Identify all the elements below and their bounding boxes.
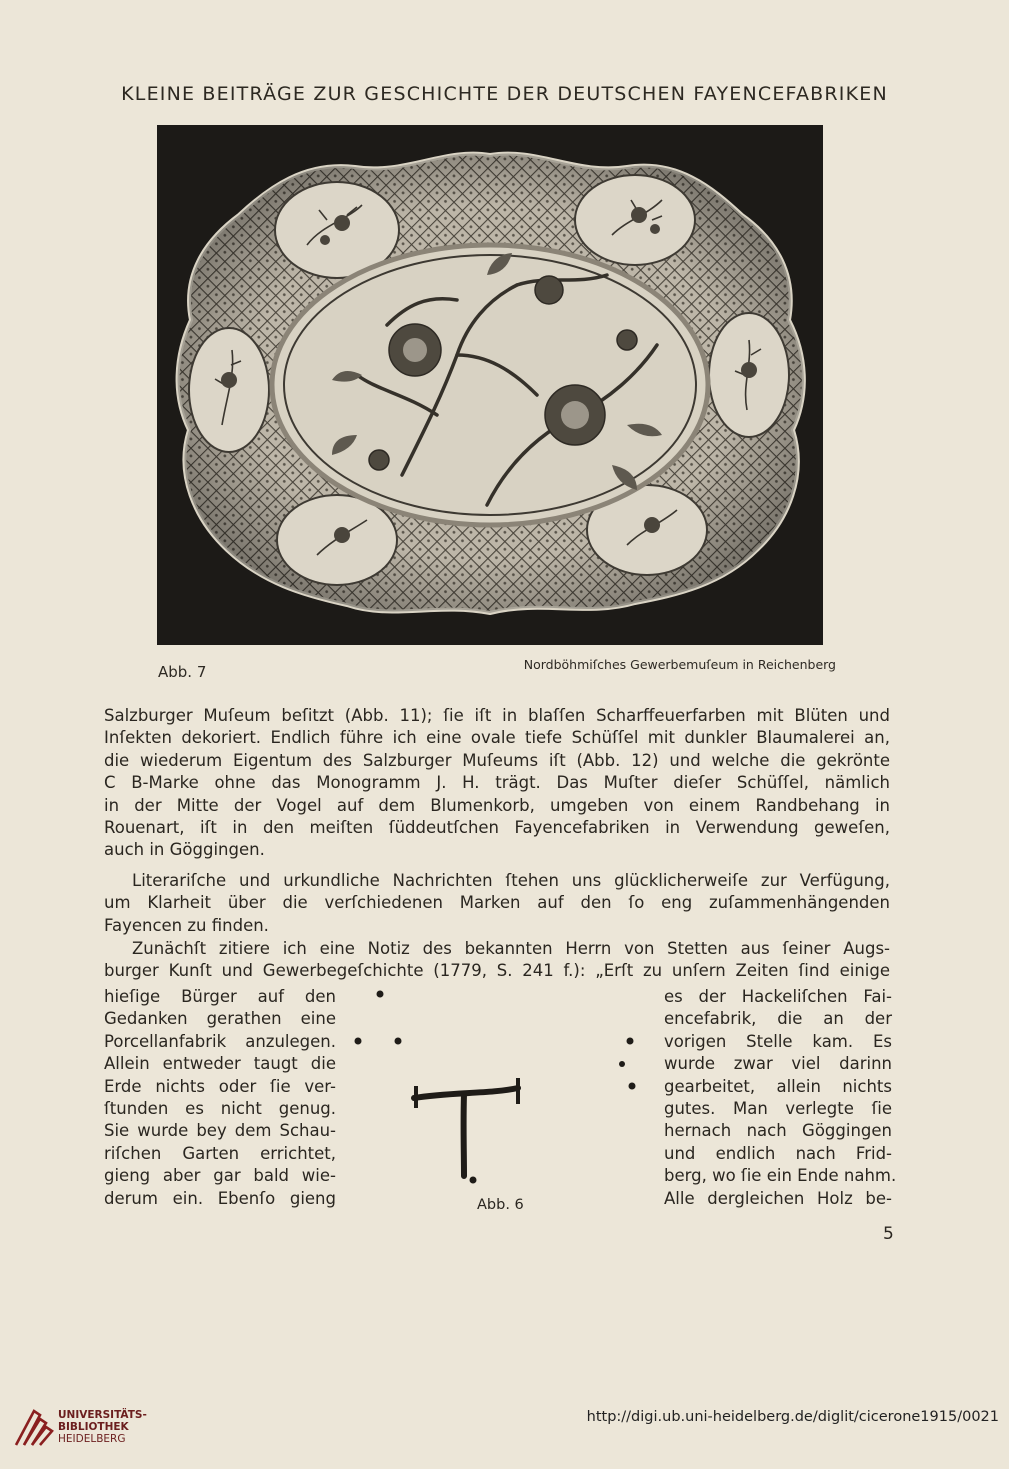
- text-line: und endlich nach Frid-: [664, 1143, 892, 1163]
- text-line: Rouenart, iſt in den meiſten ſüddeutſchen Fayencefabriken in Verwendung geweſen,: [104, 817, 890, 837]
- text-line: Fayencen zu finden.: [104, 915, 269, 935]
- text-line: gieng aber gar bald wie-: [104, 1166, 336, 1186]
- plate-photograph: [157, 125, 823, 645]
- library-line: UNIVERSITÄTS-: [58, 1409, 147, 1421]
- running-head: KLEINE BEITRÄGE ZUR GESCHICHTE DER DEUTSCHEN FAYENCEFABRIKEN: [121, 83, 888, 105]
- text-line: auch in Göggingen.: [104, 840, 265, 860]
- text-line: Erde nichts oder ſie ver-: [104, 1076, 336, 1096]
- text-line: Gedanken gerathen eine: [104, 1009, 336, 1029]
- text-line: berg, wo ſie ein Ende nahm.: [664, 1166, 897, 1186]
- text-line: derum ein. Ebenſo gieng: [104, 1188, 336, 1208]
- text-line: die wiederum Eigentum des Salzburger Muſeums iſt (Abb. 12) und welche die gekrönte: [104, 750, 890, 770]
- paragraph-3: [104, 938, 890, 983]
- source-url-link[interactable]: http://digi.ub.uni-heidelberg.de/diglit/cicerone1915/0021: [586, 1409, 999, 1425]
- library-name: [58, 1409, 147, 1445]
- text-line: ſtunden es nicht genug.: [104, 1098, 336, 1118]
- figure-caption-credit: Nordböhmiſches Gewerbemuſeum in Reichenberg: [523, 657, 836, 672]
- figure-caption-label: Abb. 7: [158, 663, 207, 681]
- fayence-dish-image: [157, 125, 823, 645]
- library-line: HEIDELBERG: [58, 1433, 126, 1445]
- text-line: in der Mitte der Vogel auf dem Blumenkorb, umgeben von einem Randbehang in: [104, 795, 890, 815]
- text-line: hieſige Bürger auf den: [104, 987, 336, 1006]
- text-line: C B-Marke ohne das Monogramm J. H. trägt. Das Muſter dieſer Schüſſel, nämlich: [104, 773, 890, 793]
- text-line: wurde zwar viel darinn: [664, 1054, 892, 1074]
- text-line: es der Hackeliſchen Fai-: [664, 987, 892, 1006]
- text-line: gutes. Man verlegte ſie: [664, 1098, 892, 1118]
- library-line: BIBLIOTHEK: [58, 1421, 129, 1433]
- text-line: hernach nach Göggingen: [664, 1121, 892, 1141]
- text-line: um Klarheit über die verſchiedenen Marken auf den ſo eng zuſammenhängenden: [104, 893, 890, 913]
- text-line: Allein entweder taugt die: [104, 1054, 336, 1074]
- text-line: burger Kunſt und Gewerbegeſchichte (1779, S. 241 f.): „Erſt zu unſern Zeiten ſind einige: [104, 961, 890, 981]
- text-line: Salzburger Muſeum beſitzt (Abb. 11); ſie iſt in blaſſen Scharffeuerfarben mit Blüten und: [104, 706, 890, 725]
- text-line: Zunächſt zitiere ich eine Notiz des bekannten Herrn von Stetten aus ſeiner Augs-: [132, 939, 890, 958]
- text-line: riſchen Garten errichtet,: [104, 1143, 336, 1163]
- text-line: Alle dergleichen Holz be-: [664, 1188, 892, 1208]
- page-number: 5: [883, 1224, 894, 1244]
- text-line: Sie wurde bey dem Schau-: [104, 1121, 336, 1141]
- text-line: vorigen Stelle kam. Es: [664, 1031, 892, 1051]
- paragraph-1: [104, 705, 890, 862]
- paragraph-2: [104, 870, 890, 937]
- text-line: Inſekten dekoriert. Endlich führe ich eine ovale tiefe Schüſſel mit dunkler Blaumalerei an,: [104, 728, 890, 748]
- quote-column-left: [104, 986, 336, 1210]
- text-line: encefabrik, die an der: [664, 1009, 892, 1029]
- quote-column-right: [664, 986, 897, 1210]
- t-mark-image: [340, 986, 660, 1226]
- library-logo-icon: [10, 1405, 56, 1451]
- text-line: Literariſche und urkundliche Nachrichten ſtehen uns glücklicherweiſe zur Verfügung,: [132, 871, 890, 890]
- mark-caption: Abb. 6: [477, 1197, 524, 1213]
- text-line: gearbeitet, allein nichts: [664, 1076, 892, 1096]
- factory-mark-illustration: [340, 986, 660, 1226]
- text-line: Porcellanfabrik anzulegen.: [104, 1031, 336, 1051]
